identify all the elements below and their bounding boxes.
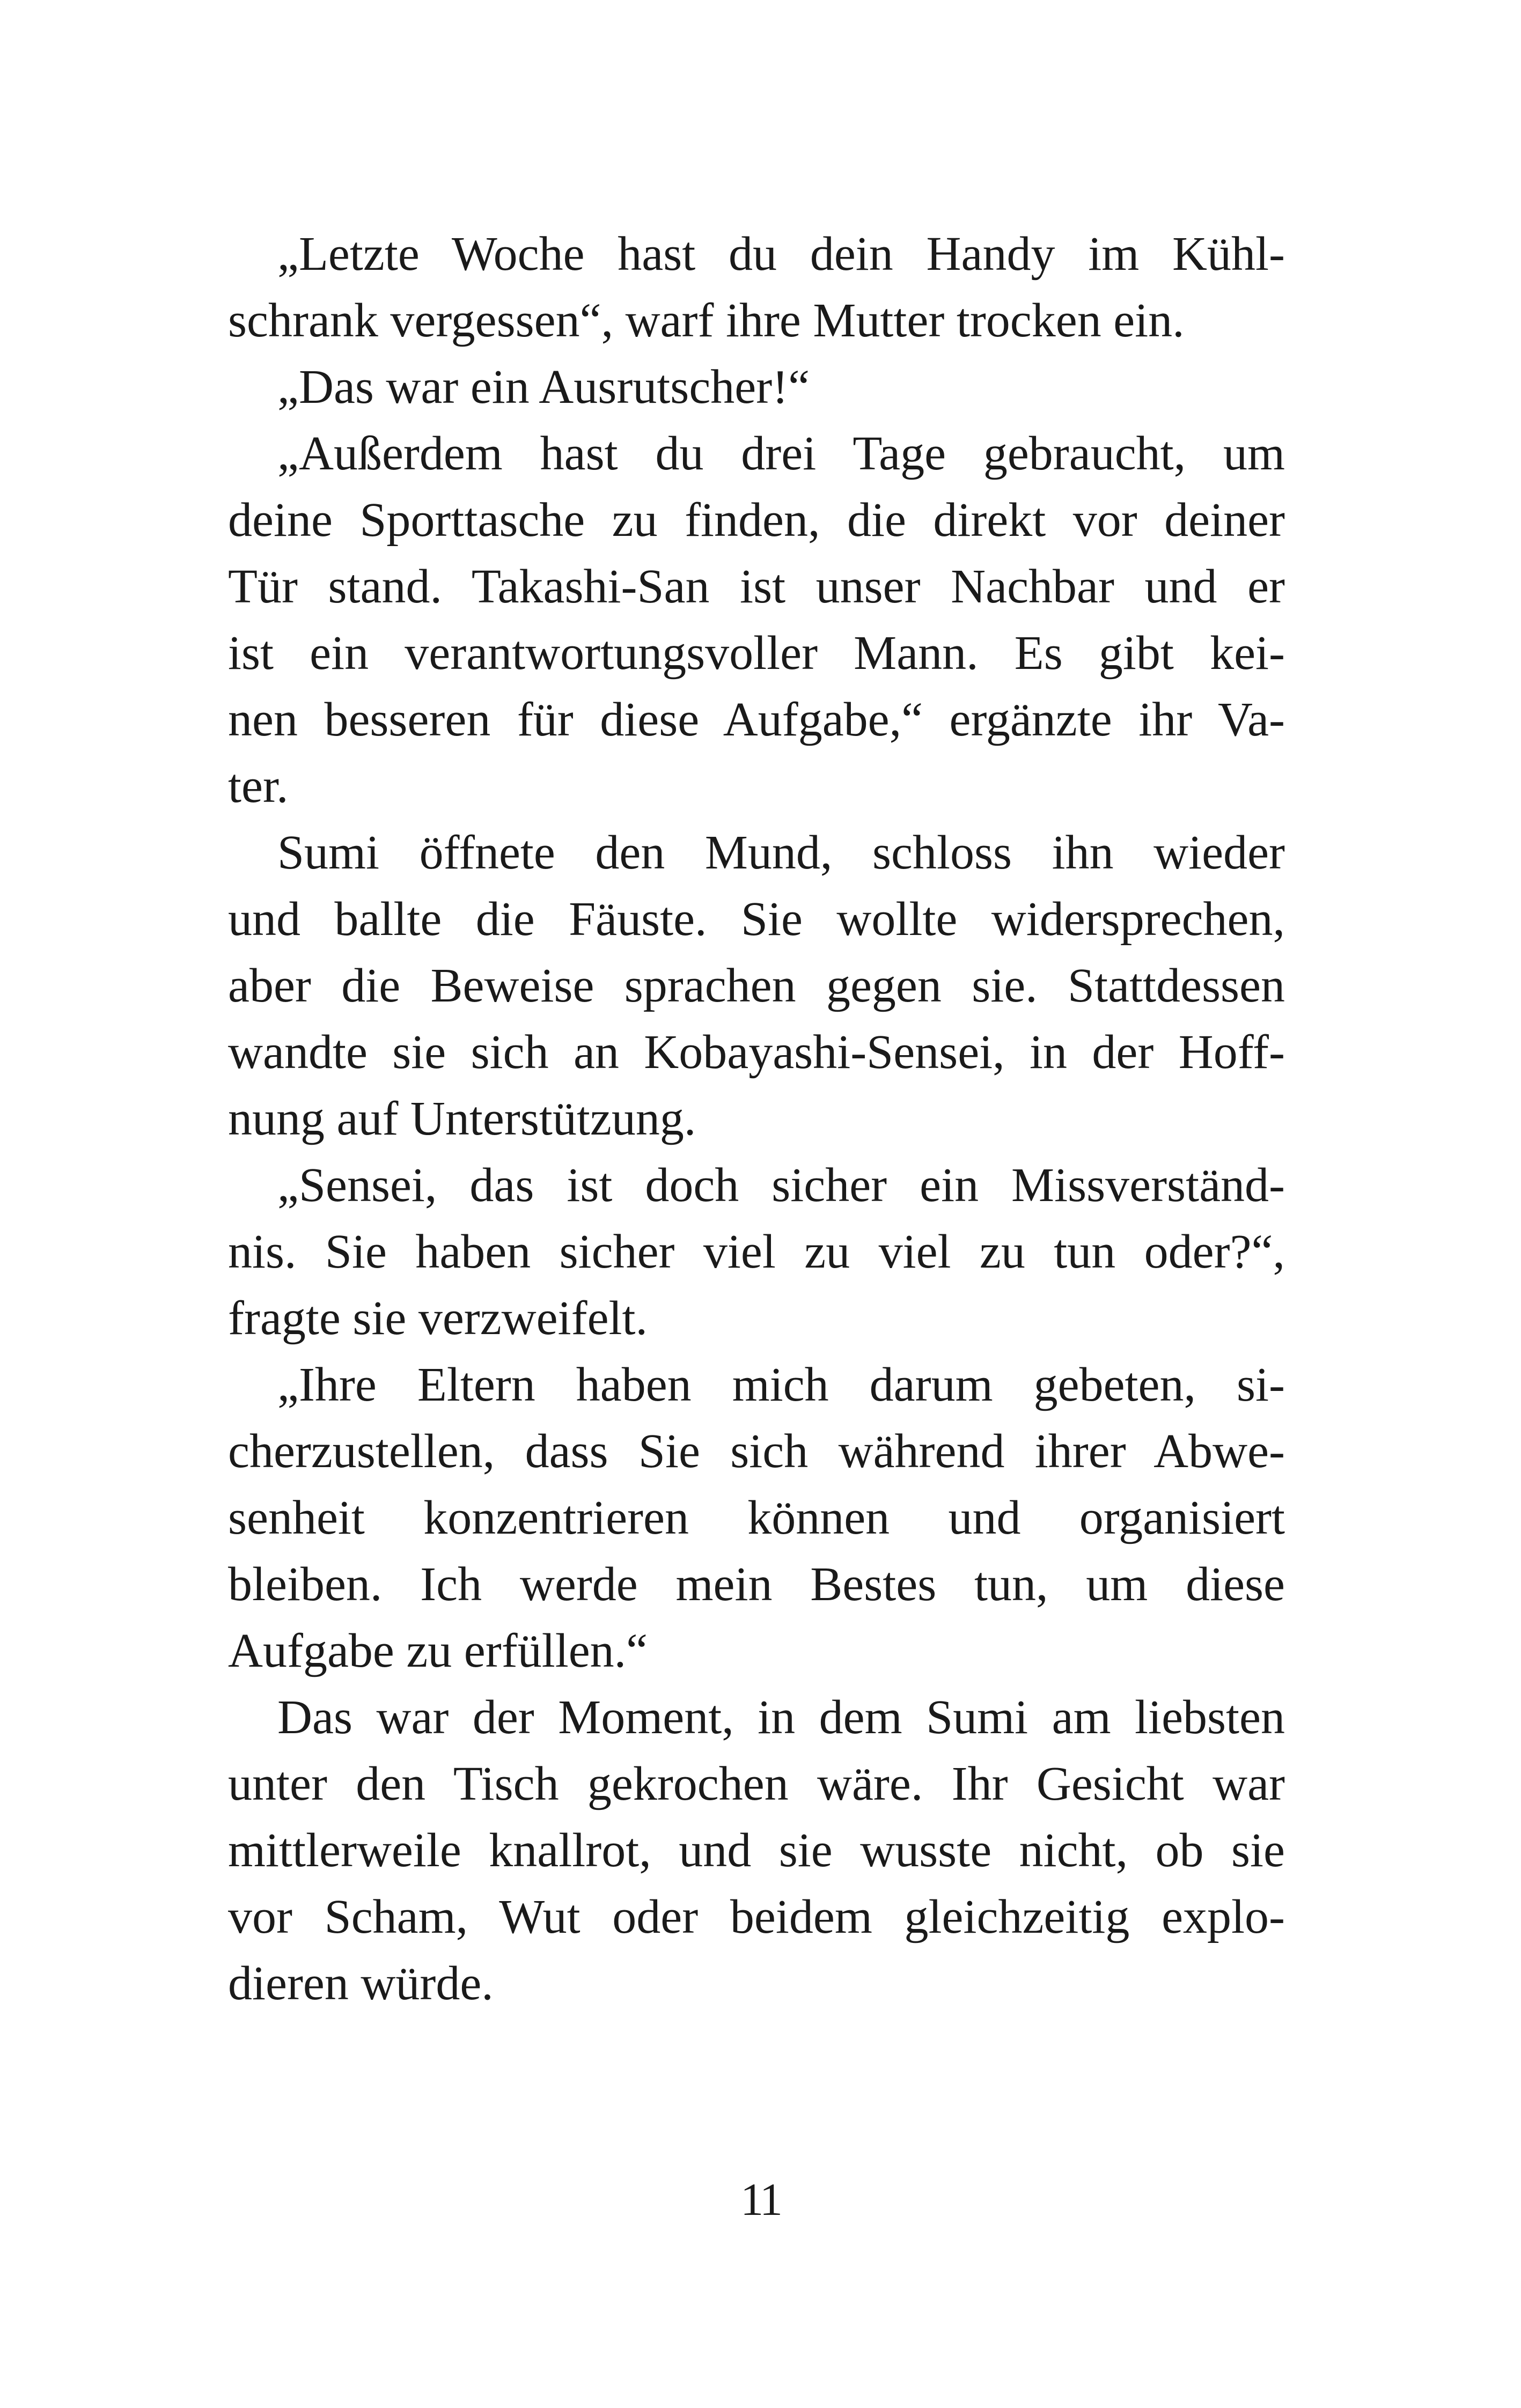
text-line: dieren würde. bbox=[228, 1957, 494, 2010]
text-line: schrank vergessen“, warf ihre Mutter trocken ein. bbox=[228, 294, 1185, 347]
text-line: „Sensei, das ist doch sicher ein Missverständ- bbox=[277, 1159, 1285, 1212]
text-line: ter. bbox=[228, 760, 289, 813]
body-text bbox=[228, 221, 1285, 2017]
text-line: fragte sie verzweifelt. bbox=[228, 1292, 648, 1345]
text-line: aber die Beweise sprachen gegen sie. Stattdessen bbox=[228, 959, 1285, 1012]
text-line: bleiben. Ich werde mein Bestes tun, um diese bbox=[228, 1558, 1285, 1611]
text-line: unter den Tisch gekrochen wäre. Ihr Gesicht war bbox=[228, 1757, 1285, 1810]
text-line: nung auf Unterstützung. bbox=[228, 1092, 696, 1145]
text-line: senheit konzentrieren können und organisiert bbox=[228, 1491, 1285, 1544]
text-line: cherzustellen, dass Sie sich während ihrer Abwe- bbox=[228, 1425, 1285, 1478]
text-line: und ballte die Fäuste. Sie wollte widersprechen, bbox=[228, 893, 1285, 946]
text-line: nen besseren für diese Aufgabe,“ ergänzte ihr Va- bbox=[228, 693, 1285, 746]
text-line: „Das war ein Ausrutscher!“ bbox=[277, 360, 810, 414]
text-line: „Außerdem hast du drei Tage gebraucht, um bbox=[277, 427, 1285, 480]
text-line: wandte sie sich an Kobayashi-Sensei, in der Hoff- bbox=[228, 1026, 1285, 1079]
text-line: „Ihre Eltern haben mich darum gebeten, si- bbox=[277, 1358, 1285, 1411]
text-line: mittlerweile knallrot, und sie wusste nicht, ob sie bbox=[228, 1824, 1285, 1877]
text-line: Tür stand. Takashi-San ist unser Nachbar und er bbox=[228, 560, 1285, 613]
text-line: „Letzte Woche hast du dein Handy im Kühl- bbox=[277, 227, 1285, 281]
text-line: Das war der Moment, in dem Sumi am liebsten bbox=[277, 1691, 1285, 1744]
text-line: nis. Sie haben sicher viel zu viel zu tun oder?“, bbox=[228, 1225, 1285, 1278]
text-line: Sumi öffnete den Mund, schloss ihn wieder bbox=[277, 826, 1285, 879]
page-number: 11 bbox=[740, 2174, 781, 2225]
text-line: deine Sporttasche zu finden, die direkt vor deiner bbox=[228, 494, 1285, 547]
text-line: ist ein verantwortungsvoller Mann. Es gibt kei- bbox=[228, 627, 1285, 680]
text-line: vor Scham, Wut oder beidem gleichzeitig explo- bbox=[228, 1890, 1285, 1943]
text-line: Aufgabe zu erfüllen.“ bbox=[228, 1624, 648, 1677]
